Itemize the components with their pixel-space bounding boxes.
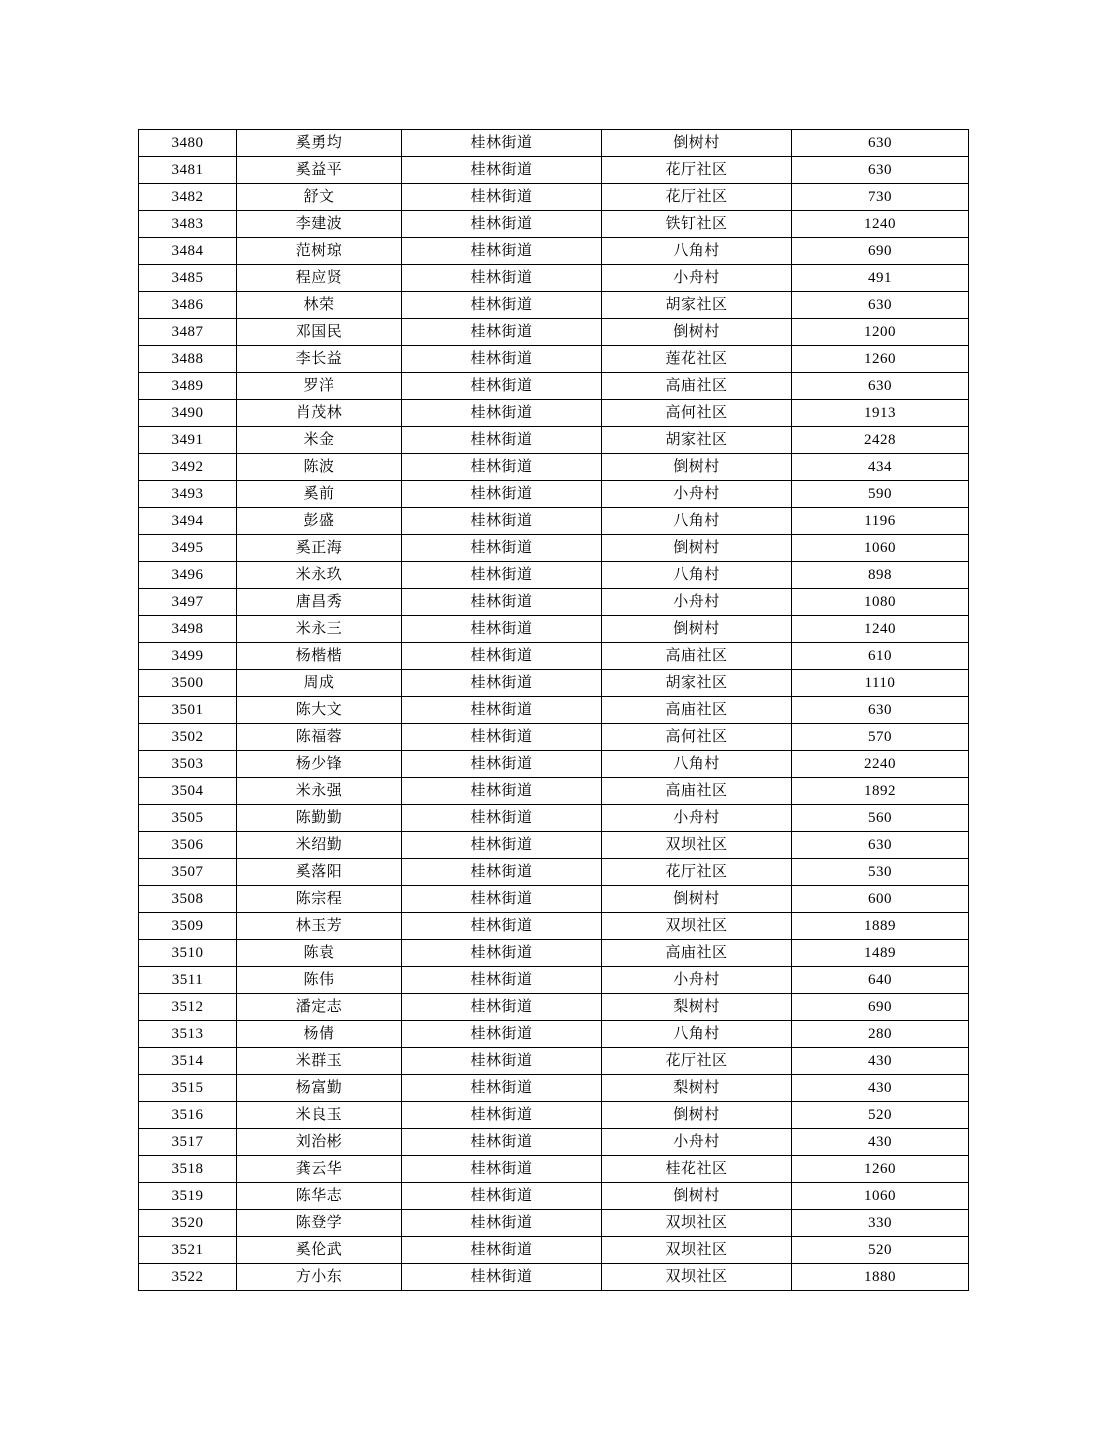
cell-id: 3504 [139, 778, 237, 805]
table-row [139, 994, 969, 1021]
cell-street: 桂林街道 [402, 724, 602, 751]
cell-id: 3522 [139, 1264, 237, 1291]
cell-id: 3486 [139, 292, 237, 319]
cell-name: 米永三 [237, 616, 402, 643]
table-row [139, 1156, 969, 1183]
cell-name: 米永强 [237, 778, 402, 805]
cell-village: 八角村 [602, 1021, 792, 1048]
cell-id: 3510 [139, 940, 237, 967]
cell-name: 陈伟 [237, 967, 402, 994]
table-row [139, 481, 969, 508]
cell-village: 梨树村 [602, 1075, 792, 1102]
cell-name: 奚益平 [237, 157, 402, 184]
cell-village: 倒树村 [602, 535, 792, 562]
cell-street: 桂林街道 [402, 1264, 602, 1291]
table-container [138, 129, 968, 1291]
cell-id: 3509 [139, 913, 237, 940]
cell-name: 陈宗程 [237, 886, 402, 913]
cell-street: 桂林街道 [402, 1075, 602, 1102]
table-row [139, 427, 969, 454]
cell-id: 3502 [139, 724, 237, 751]
cell-id: 3487 [139, 319, 237, 346]
cell-id: 3496 [139, 562, 237, 589]
cell-street: 桂林街道 [402, 1021, 602, 1048]
cell-name: 李长益 [237, 346, 402, 373]
cell-street: 桂林街道 [402, 1129, 602, 1156]
cell-amount: 560 [792, 805, 969, 832]
cell-street: 桂林街道 [402, 751, 602, 778]
cell-name: 刘治彬 [237, 1129, 402, 1156]
cell-name: 杨倩 [237, 1021, 402, 1048]
table-row [139, 886, 969, 913]
cell-id: 3482 [139, 184, 237, 211]
cell-amount: 898 [792, 562, 969, 589]
cell-id: 3497 [139, 589, 237, 616]
cell-village: 胡家社区 [602, 292, 792, 319]
cell-street: 桂林街道 [402, 211, 602, 238]
cell-amount: 1196 [792, 508, 969, 535]
cell-village: 倒树村 [602, 454, 792, 481]
cell-village: 倒树村 [602, 616, 792, 643]
cell-village: 小舟村 [602, 589, 792, 616]
cell-amount: 1080 [792, 589, 969, 616]
cell-amount: 570 [792, 724, 969, 751]
cell-name: 林荣 [237, 292, 402, 319]
table-row [139, 1210, 969, 1237]
table-body [139, 130, 969, 1291]
table-row [139, 940, 969, 967]
cell-village: 铁钉社区 [602, 211, 792, 238]
cell-name: 陈登学 [237, 1210, 402, 1237]
cell-village: 双坝社区 [602, 832, 792, 859]
cell-village: 小舟村 [602, 265, 792, 292]
cell-street: 桂林街道 [402, 967, 602, 994]
cell-village: 花厅社区 [602, 1048, 792, 1075]
cell-street: 桂林街道 [402, 481, 602, 508]
cell-amount: 430 [792, 1075, 969, 1102]
cell-street: 桂林街道 [402, 886, 602, 913]
cell-street: 桂林街道 [402, 832, 602, 859]
cell-id: 3521 [139, 1237, 237, 1264]
cell-id: 3513 [139, 1021, 237, 1048]
cell-village: 花厅社区 [602, 157, 792, 184]
table-row [139, 184, 969, 211]
cell-id: 3506 [139, 832, 237, 859]
cell-amount: 640 [792, 967, 969, 994]
cell-name: 范树琼 [237, 238, 402, 265]
table-row [139, 1075, 969, 1102]
cell-id: 3511 [139, 967, 237, 994]
table-row [139, 211, 969, 238]
table-row [139, 535, 969, 562]
cell-name: 程应贤 [237, 265, 402, 292]
cell-id: 3492 [139, 454, 237, 481]
cell-name: 米金 [237, 427, 402, 454]
cell-amount: 434 [792, 454, 969, 481]
cell-name: 陈华志 [237, 1183, 402, 1210]
cell-id: 3503 [139, 751, 237, 778]
cell-village: 胡家社区 [602, 427, 792, 454]
table-row [139, 1102, 969, 1129]
table-row [139, 616, 969, 643]
cell-amount: 430 [792, 1048, 969, 1075]
table-row [139, 859, 969, 886]
table-row [139, 967, 969, 994]
cell-village: 倒树村 [602, 1183, 792, 1210]
cell-amount: 630 [792, 832, 969, 859]
cell-street: 桂林街道 [402, 238, 602, 265]
cell-village: 胡家社区 [602, 670, 792, 697]
cell-street: 桂林街道 [402, 1183, 602, 1210]
cell-village: 花厅社区 [602, 184, 792, 211]
table-row [139, 1129, 969, 1156]
table-row [139, 724, 969, 751]
cell-village: 八角村 [602, 508, 792, 535]
cell-amount: 491 [792, 265, 969, 292]
cell-street: 桂林街道 [402, 454, 602, 481]
table-row [139, 670, 969, 697]
cell-village: 八角村 [602, 238, 792, 265]
cell-street: 桂林街道 [402, 1048, 602, 1075]
cell-name: 罗洋 [237, 373, 402, 400]
cell-name: 米群玉 [237, 1048, 402, 1075]
cell-street: 桂林街道 [402, 994, 602, 1021]
cell-village: 花厅社区 [602, 859, 792, 886]
cell-id: 3495 [139, 535, 237, 562]
table-row [139, 562, 969, 589]
cell-name: 林玉芳 [237, 913, 402, 940]
cell-name: 陈波 [237, 454, 402, 481]
cell-name: 杨楷楷 [237, 643, 402, 670]
cell-id: 3499 [139, 643, 237, 670]
cell-amount: 430 [792, 1129, 969, 1156]
cell-id: 3518 [139, 1156, 237, 1183]
table-row [139, 751, 969, 778]
cell-village: 双坝社区 [602, 1210, 792, 1237]
cell-name: 方小东 [237, 1264, 402, 1291]
cell-id: 3500 [139, 670, 237, 697]
cell-name: 邓国民 [237, 319, 402, 346]
cell-amount: 1913 [792, 400, 969, 427]
cell-amount: 1889 [792, 913, 969, 940]
cell-street: 桂林街道 [402, 292, 602, 319]
cell-id: 3489 [139, 373, 237, 400]
cell-name: 龚云华 [237, 1156, 402, 1183]
cell-village: 高庙社区 [602, 697, 792, 724]
cell-amount: 520 [792, 1237, 969, 1264]
cell-name: 潘定志 [237, 994, 402, 1021]
cell-name: 周成 [237, 670, 402, 697]
cell-street: 桂林街道 [402, 508, 602, 535]
cell-street: 桂林街道 [402, 670, 602, 697]
cell-id: 3491 [139, 427, 237, 454]
table-row [139, 157, 969, 184]
cell-amount: 590 [792, 481, 969, 508]
cell-village: 高庙社区 [602, 778, 792, 805]
cell-id: 3485 [139, 265, 237, 292]
cell-amount: 1060 [792, 1183, 969, 1210]
cell-street: 桂林街道 [402, 643, 602, 670]
table-row [139, 778, 969, 805]
table-row [139, 1048, 969, 1075]
cell-village: 小舟村 [602, 481, 792, 508]
cell-name: 米良玉 [237, 1102, 402, 1129]
cell-id: 3483 [139, 211, 237, 238]
cell-amount: 520 [792, 1102, 969, 1129]
cell-id: 3493 [139, 481, 237, 508]
cell-street: 桂林街道 [402, 346, 602, 373]
cell-amount: 730 [792, 184, 969, 211]
table-row [139, 1237, 969, 1264]
cell-name: 奚勇均 [237, 130, 402, 157]
cell-amount: 630 [792, 130, 969, 157]
cell-street: 桂林街道 [402, 940, 602, 967]
cell-village: 莲花社区 [602, 346, 792, 373]
cell-street: 桂林街道 [402, 1210, 602, 1237]
cell-name: 陈大文 [237, 697, 402, 724]
cell-amount: 630 [792, 373, 969, 400]
cell-amount: 630 [792, 292, 969, 319]
payment-table [138, 129, 969, 1291]
cell-street: 桂林街道 [402, 130, 602, 157]
cell-id: 3516 [139, 1102, 237, 1129]
cell-name: 杨少锋 [237, 751, 402, 778]
cell-amount: 2240 [792, 751, 969, 778]
cell-village: 倒树村 [602, 1102, 792, 1129]
cell-amount: 2428 [792, 427, 969, 454]
cell-amount: 610 [792, 643, 969, 670]
cell-amount: 1240 [792, 211, 969, 238]
cell-name: 奚落阳 [237, 859, 402, 886]
cell-village: 小舟村 [602, 1129, 792, 1156]
cell-amount: 1880 [792, 1264, 969, 1291]
cell-amount: 530 [792, 859, 969, 886]
table-row [139, 319, 969, 346]
cell-street: 桂林街道 [402, 778, 602, 805]
cell-street: 桂林街道 [402, 697, 602, 724]
cell-id: 3515 [139, 1075, 237, 1102]
cell-street: 桂林街道 [402, 373, 602, 400]
cell-amount: 1240 [792, 616, 969, 643]
cell-street: 桂林街道 [402, 157, 602, 184]
cell-village: 高庙社区 [602, 643, 792, 670]
cell-village: 双坝社区 [602, 1264, 792, 1291]
cell-village: 八角村 [602, 751, 792, 778]
cell-id: 3508 [139, 886, 237, 913]
cell-name: 陈袁 [237, 940, 402, 967]
cell-amount: 1260 [792, 1156, 969, 1183]
table-row [139, 589, 969, 616]
cell-name: 陈福蓉 [237, 724, 402, 751]
cell-street: 桂林街道 [402, 859, 602, 886]
cell-name: 奚正海 [237, 535, 402, 562]
cell-id: 3498 [139, 616, 237, 643]
cell-name: 彭盛 [237, 508, 402, 535]
table-row [139, 697, 969, 724]
cell-id: 3490 [139, 400, 237, 427]
cell-street: 桂林街道 [402, 589, 602, 616]
cell-name: 奚前 [237, 481, 402, 508]
table-row [139, 454, 969, 481]
table-row [139, 832, 969, 859]
cell-amount: 630 [792, 697, 969, 724]
table-row [139, 805, 969, 832]
cell-street: 桂林街道 [402, 319, 602, 346]
table-row [139, 913, 969, 940]
table-row [139, 508, 969, 535]
cell-village: 倒树村 [602, 319, 792, 346]
cell-street: 桂林街道 [402, 616, 602, 643]
cell-id: 3505 [139, 805, 237, 832]
cell-street: 桂林街道 [402, 427, 602, 454]
table-row [139, 238, 969, 265]
cell-street: 桂林街道 [402, 535, 602, 562]
cell-village: 小舟村 [602, 805, 792, 832]
table-row [139, 346, 969, 373]
cell-id: 3519 [139, 1183, 237, 1210]
cell-id: 3507 [139, 859, 237, 886]
cell-name: 米永玖 [237, 562, 402, 589]
cell-name: 陈勤勤 [237, 805, 402, 832]
table-row [139, 265, 969, 292]
cell-village: 高何社区 [602, 724, 792, 751]
cell-name: 奚伦武 [237, 1237, 402, 1264]
cell-village: 八角村 [602, 562, 792, 589]
cell-amount: 1110 [792, 670, 969, 697]
cell-street: 桂林街道 [402, 1102, 602, 1129]
cell-id: 3480 [139, 130, 237, 157]
cell-amount: 1060 [792, 535, 969, 562]
cell-street: 桂林街道 [402, 1156, 602, 1183]
cell-amount: 330 [792, 1210, 969, 1237]
table-row [139, 643, 969, 670]
cell-amount: 690 [792, 238, 969, 265]
table-row [139, 1264, 969, 1291]
cell-name: 舒文 [237, 184, 402, 211]
cell-street: 桂林街道 [402, 562, 602, 589]
cell-id: 3494 [139, 508, 237, 535]
cell-name: 唐昌秀 [237, 589, 402, 616]
table-row [139, 292, 969, 319]
cell-village: 倒树村 [602, 886, 792, 913]
cell-id: 3520 [139, 1210, 237, 1237]
cell-id: 3517 [139, 1129, 237, 1156]
cell-village: 双坝社区 [602, 913, 792, 940]
cell-street: 桂林街道 [402, 913, 602, 940]
table-row [139, 1021, 969, 1048]
table-row [139, 1183, 969, 1210]
cell-id: 3512 [139, 994, 237, 1021]
cell-id: 3484 [139, 238, 237, 265]
cell-village: 桂花社区 [602, 1156, 792, 1183]
cell-street: 桂林街道 [402, 400, 602, 427]
cell-amount: 1489 [792, 940, 969, 967]
cell-id: 3501 [139, 697, 237, 724]
cell-village: 双坝社区 [602, 1237, 792, 1264]
cell-street: 桂林街道 [402, 1237, 602, 1264]
cell-village: 高庙社区 [602, 373, 792, 400]
cell-street: 桂林街道 [402, 805, 602, 832]
cell-amount: 1892 [792, 778, 969, 805]
cell-name: 杨富勤 [237, 1075, 402, 1102]
cell-village: 梨树村 [602, 994, 792, 1021]
cell-amount: 630 [792, 157, 969, 184]
table-row [139, 373, 969, 400]
cell-name: 肖茂林 [237, 400, 402, 427]
cell-id: 3514 [139, 1048, 237, 1075]
cell-name: 李建波 [237, 211, 402, 238]
cell-amount: 1200 [792, 319, 969, 346]
cell-village: 高庙社区 [602, 940, 792, 967]
cell-amount: 1260 [792, 346, 969, 373]
cell-amount: 280 [792, 1021, 969, 1048]
cell-village: 高何社区 [602, 400, 792, 427]
cell-street: 桂林街道 [402, 265, 602, 292]
cell-name: 米绍勤 [237, 832, 402, 859]
cell-id: 3488 [139, 346, 237, 373]
cell-street: 桂林街道 [402, 184, 602, 211]
cell-amount: 600 [792, 886, 969, 913]
table-row [139, 130, 969, 157]
table-row [139, 400, 969, 427]
cell-village: 倒树村 [602, 130, 792, 157]
cell-village: 小舟村 [602, 967, 792, 994]
cell-amount: 690 [792, 994, 969, 1021]
cell-id: 3481 [139, 157, 237, 184]
